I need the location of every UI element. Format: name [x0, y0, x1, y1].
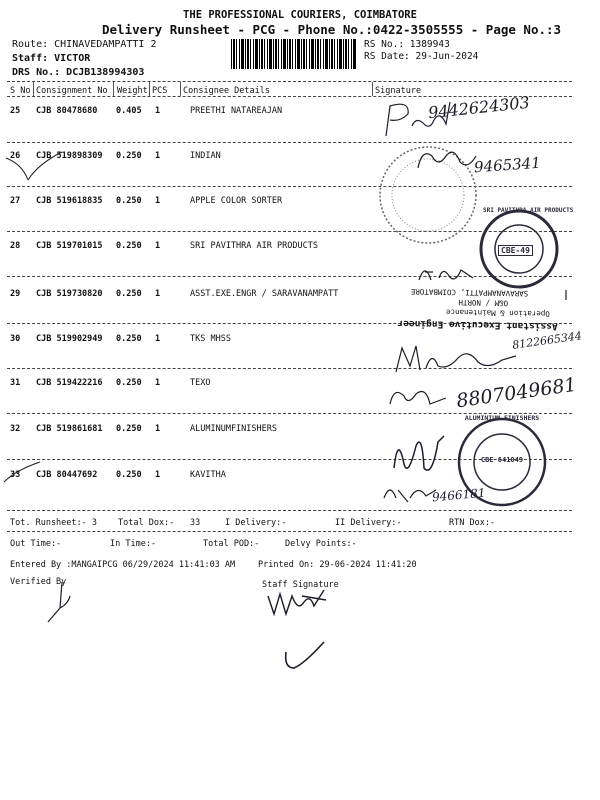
out-time: Out Time:- [10, 539, 62, 549]
total-pod: Total POD:- [203, 539, 260, 549]
staff-signature-label: Staff Signature [262, 580, 339, 590]
row-pcs: 1 [155, 106, 161, 116]
col-weight: Weight [117, 86, 148, 96]
row-consignee: KAVITHA [190, 470, 226, 480]
col-consignee: Consignee Details [183, 86, 270, 96]
row-consignee: INDIAN [190, 151, 221, 161]
row-sno: 26 [10, 151, 21, 161]
row-pcs: 1 [155, 151, 161, 161]
total-runsheet: Tot. Runsheet:- 3 [10, 518, 97, 528]
row-consignment: CJB 519902949 [36, 334, 103, 344]
row-consignment: CJB 519618835 [36, 196, 103, 206]
signature-row-31 [386, 382, 456, 412]
stamp-code: CBE-49 [498, 245, 533, 256]
row-sno: 31 [10, 378, 21, 388]
total-dox-label: Total Dox:- [118, 518, 175, 528]
row-weight: 0.250 [116, 196, 142, 206]
in-time: In Time:- [110, 539, 157, 549]
row-weight: 0.405 [116, 106, 142, 116]
row-pcs: 1 [155, 470, 161, 480]
row-weight: 0.250 [116, 151, 142, 161]
row-consignment: CJB 519701015 [36, 241, 103, 251]
row-consignment: CJB 519898309 [36, 151, 103, 161]
row-sno: 27 [10, 196, 21, 206]
row-consignee: TEXO [190, 378, 211, 388]
row-sno: 33 [10, 470, 21, 480]
col-pcs: PCS [152, 86, 168, 96]
row-pcs: 1 [155, 424, 161, 434]
rtn-dox: RTN Dox:- [449, 518, 496, 528]
signature-row-32 [388, 428, 458, 484]
row-consignee: TKS MHSS [190, 334, 231, 344]
printed-on: Printed On: 29-06-2024 11:41:20 [258, 560, 417, 570]
row-pcs: 1 [155, 241, 161, 251]
tick-mark-row-26 [4, 150, 64, 190]
row-consignment: CJB 80447692 [36, 470, 98, 480]
verified-by: Verified By [10, 577, 67, 587]
row-consignment: CJB 519861681 [36, 424, 103, 434]
row-weight: 0.250 [116, 289, 142, 299]
stamp-code: CBE 641049 [480, 456, 524, 464]
aee-line-2: Operation & Maintenance [445, 307, 550, 319]
barcode [231, 39, 356, 69]
aee-line-4: SARAVANAMPATTI, COIMBATORE [410, 287, 529, 299]
row-sno: 28 [10, 241, 21, 251]
col-consignment: Consignment No [36, 86, 108, 96]
signature-row-28 [415, 258, 485, 288]
row-consignee: PREETHI NATAREAJAN [190, 106, 283, 116]
row-weight: 0.250 [116, 334, 142, 344]
phone-handwritten-33: 9466181 [431, 485, 486, 505]
phone-handwritten-31: 8807049681 [455, 373, 578, 413]
col-signature: Signature [375, 86, 422, 96]
aee-line-3: O&M / NORTH [458, 297, 509, 308]
aee-stamp [378, 280, 559, 331]
runsheet-title: Delivery Runsheet - PCG - Phone No.:0422-3505555 - Page No.:3 [102, 22, 562, 37]
drs-number: DRS No.: DCJB138994303 [12, 67, 145, 78]
phone-handwritten-25: 9442624303 [427, 92, 531, 123]
stamp-text: ALUMINIUM FINISHERS [464, 414, 540, 422]
row-consignee: SRI PAVITHRA AIR PRODUCTS [190, 241, 318, 251]
rs-number: RS No.: 1389943 [364, 39, 450, 50]
staff-signature [262, 584, 332, 620]
row-consignee: ASST.EXE.ENGR / SARAVANAMPATT [190, 289, 339, 299]
phone-handwritten-30: 8122665344 [511, 329, 583, 352]
row-weight: 0.250 [116, 424, 142, 434]
ii-delivery: II Delivery:- [335, 518, 402, 528]
stamp-text: SRI PAVITHRA AIR PRODUCTS [483, 207, 574, 214]
divider [7, 81, 572, 82]
phone-handwritten-26: 9465341 [473, 153, 542, 177]
row-consignee: ALUMINUMFINISHERS [190, 424, 277, 434]
verified-signature [40, 574, 76, 628]
row-consignment: CJB 80478680 [36, 106, 98, 116]
tick-mark [560, 288, 574, 304]
row-consignment: CJB 519730820 [36, 289, 103, 299]
row-pcs: 1 [155, 196, 161, 206]
row-weight: 0.250 [116, 378, 142, 388]
row-consignment: CJB 519422216 [36, 378, 103, 388]
row-weight: 0.250 [116, 241, 142, 251]
row-pcs: 1 [155, 289, 161, 299]
row-sno: 29 [10, 289, 21, 299]
entered-by: Entered By :MANGAIPCG 06/29/2024 11:41:03 AM [10, 560, 236, 570]
row-sno: 32 [10, 424, 21, 434]
check-mark [280, 638, 330, 678]
rs-date: RS Date: 29-Jun-2024 [364, 51, 479, 62]
aee-line-1: Assistant Executive Engineer [397, 317, 558, 332]
total-dox-value: 33 [190, 518, 201, 528]
staff: Staff: VICTOR [12, 53, 91, 64]
row-sno: 30 [10, 334, 21, 344]
tick-mark-row-33 [2, 460, 42, 486]
i-delivery: I Delivery:- [225, 518, 287, 528]
delivery-points: Delvy Points:- [285, 539, 357, 549]
route: Route: CHINAVEDAMPATTI 2 [12, 39, 157, 50]
company-name: THE PROFESSIONAL COURIERS, COIMBATORE [183, 9, 417, 21]
row-consignee: APPLE COLOR SORTER [190, 196, 283, 206]
row-pcs: 1 [155, 334, 161, 344]
row-weight: 0.250 [116, 470, 142, 480]
row-pcs: 1 [155, 378, 161, 388]
row-sno: 25 [10, 106, 21, 116]
col-sno: S No [10, 86, 31, 96]
